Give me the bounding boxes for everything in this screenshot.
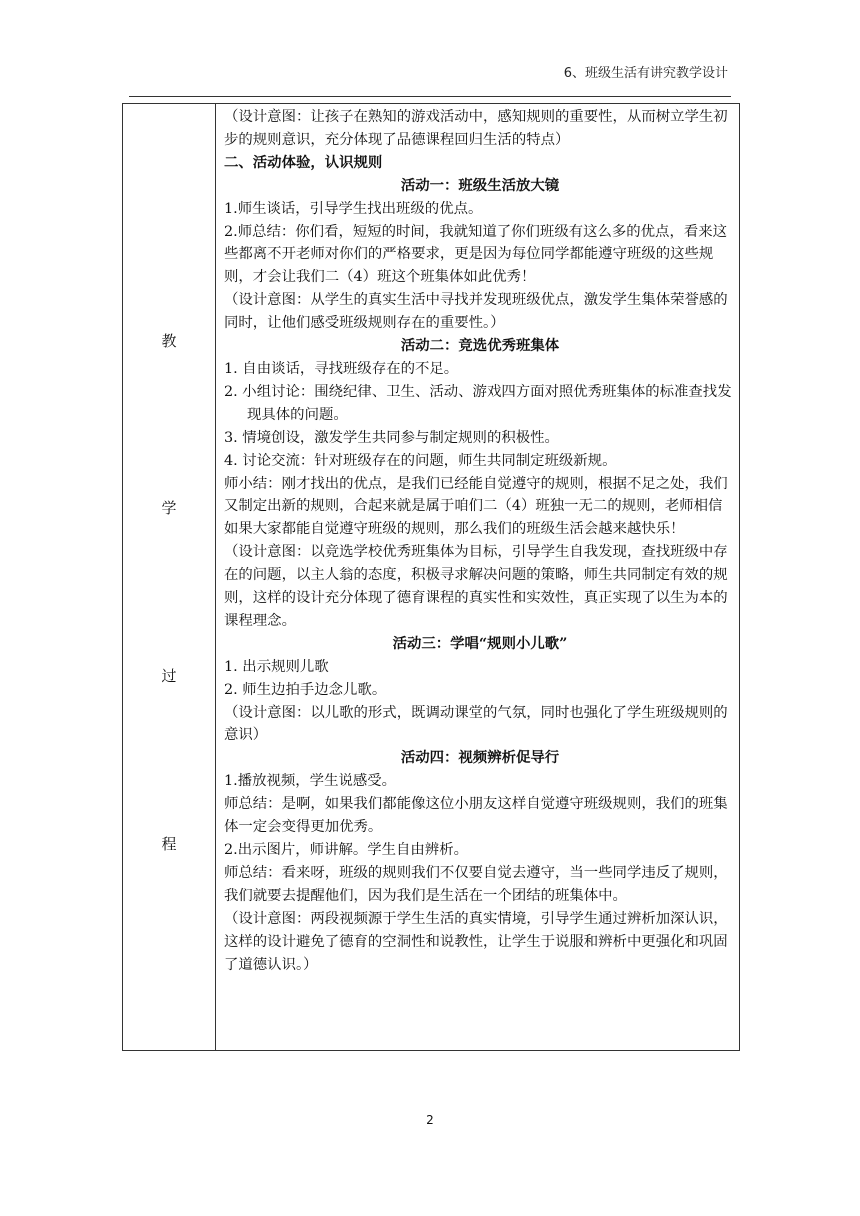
list-item: 3. 情境创设，激发学生共同参与制定规则的积极性。 <box>224 429 559 446</box>
activity-heading: 活动四：视频辨析促导行 <box>400 749 560 767</box>
activity-heading: 活动二：竞选优秀班集体 <box>400 337 560 355</box>
activity-heading: 活动三：学唱“规则小儿歌” <box>392 634 568 652</box>
lesson-content <box>224 106 736 976</box>
paragraph: 师总结：是啊，如果我们都能像这位小朋友这样自觉遵守班级规则，我们的班集体一定会变得更加优秀。 <box>224 796 728 836</box>
paragraph: （设计意图：从学生的真实生活中寻找并发现班级优点，激发学生集体荣誉感的同时，让他们感受班级规则存在的重要性。） <box>224 292 728 332</box>
paragraph: （设计意图：以儿歌的形式，既调动课堂的气氛，同时也强化了学生班级规则的意识） <box>224 704 728 744</box>
list-item: 1. 出示规则儿歌 <box>224 658 329 675</box>
paragraph: （设计意图：两段视频源于学生生活的真实情境，引导学生通过辨析加深认识，这样的设计避免了德育的空洞性和说教性，让学生于说服和辨析中更强化和巩固了道德认识。） <box>224 910 728 973</box>
paragraph: 2.出示图片，师讲解。学生自由辨析。 <box>224 842 468 858</box>
paragraph: 2.师总结：你们看，短短的时间，我就知道了你们班级有这么多的优点，看来这些都离不开老师对你们的严格要求，更是因为每位同学都能遵守班级的这些规则，才会让我们二（4）班这个班集体如此优秀！ <box>224 223 728 286</box>
paragraph: 师总结：看来呀，班级的规则我们不仅要自觉去遵守，当一些同学违反了规则，我们就要去提醒他们，因为我们是生活在一个团结的班集体中。 <box>224 864 728 904</box>
left-label-char-4: 程 <box>161 835 177 853</box>
lesson-table <box>122 103 740 1051</box>
list-item: 2. 小组讨论：围绕纪律、卫生、活动、游戏四方面对照优秀班集体的标准查找发现具体的问题。 <box>224 383 732 423</box>
page-number: 2 <box>426 1113 434 1127</box>
paragraph: 1.师生谈话，引导学生找出班级的优点。 <box>224 200 483 217</box>
list-item: 2. 师生边拍手边念儿歌。 <box>224 681 387 698</box>
paragraph: （设计意图：以竞选学校优秀班集体为目标，引导学生自我发现，查找班级中存在的问题，以主人翁的态度，积极寻求解决问题的策略，师生共同制定有效的规则，这样的设计充分体现了德育课程的真实性和实效性，真正实现了以生为本的课程理念。 <box>224 544 728 629</box>
list-item: 4. 讨论交流：针对班级存在的问题，师生共同制定班级新规。 <box>224 452 617 469</box>
left-label-char-2: 学 <box>161 499 177 517</box>
paragraph: 师小结：刚才找出的优点，是我们已经能自觉遵守的规则，根据不足之处，我们又制定出新的规则，合起来就是属于咱们二（4）班独一无二的规则，老师相信如果大家都能自觉遵守班级的规则，那么我们的班级生活会越来越快乐！ <box>224 475 728 538</box>
section-heading: 二、活动体验，认识规则 <box>224 153 383 171</box>
header-rule <box>129 96 731 97</box>
paragraph: （设计意图：让孩子在熟知的游戏活动中，感知规则的重要性，从而树立学生初步的规则意识，充分体现了品德课程回归生活的特点） <box>224 109 728 148</box>
left-label-char-3: 过 <box>161 667 177 685</box>
page-header: 6、班级生活有讲究教学设计 <box>563 66 728 81</box>
column-divider <box>215 104 216 1050</box>
list-item: 1. 自由谈话，寻找班级存在的不足。 <box>224 360 459 377</box>
activity-heading: 活动一：班级生活放大镜 <box>400 176 560 194</box>
paragraph: 1.播放视频，学生说感受。 <box>224 773 397 790</box>
left-label-char-1: 教 <box>161 332 177 350</box>
